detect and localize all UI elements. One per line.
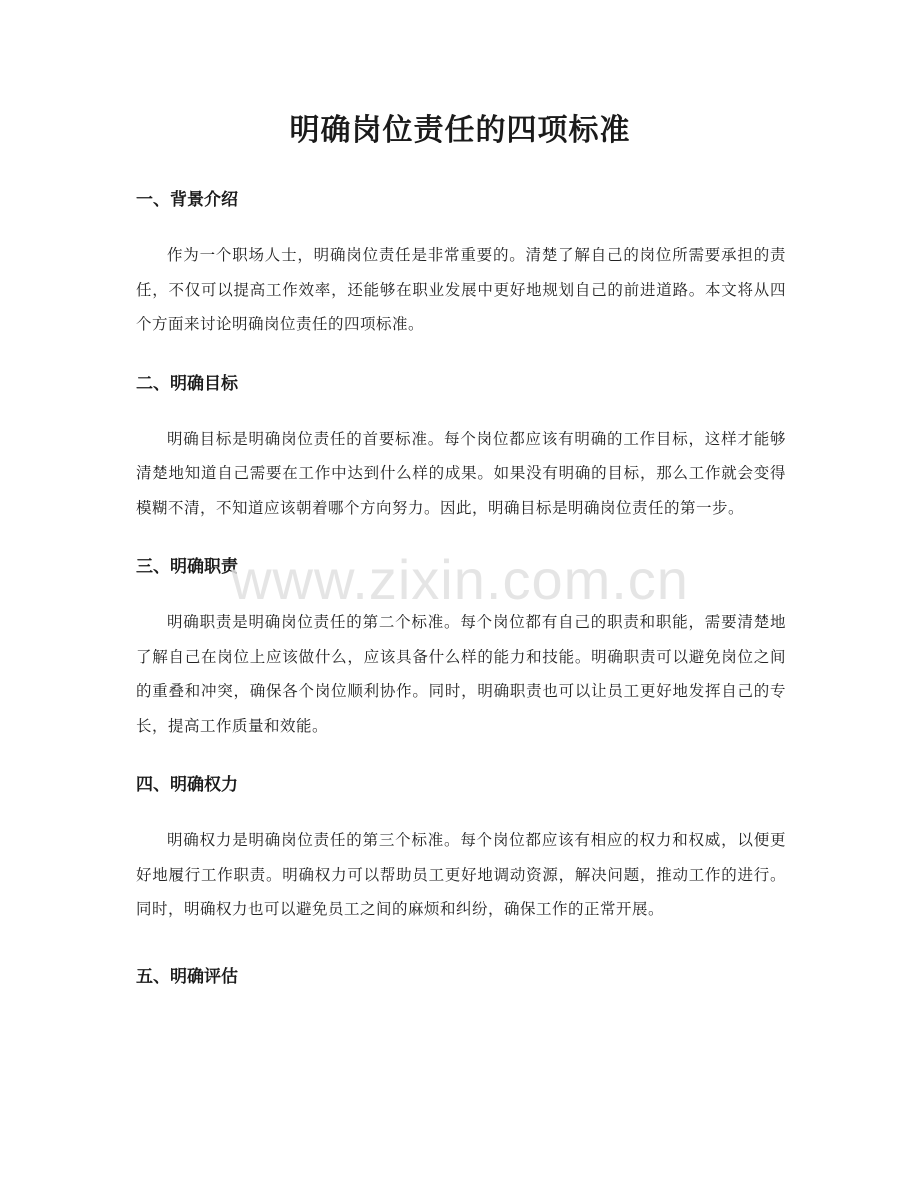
section-authority <box>136 767 786 927</box>
section-paragraph: 明确目标是明确岗位责任的首要标准。每个岗位都应该有明确的工作目标，这样才能够清楚地知道自己需要在工作中达到什么样的成果。如果没有明确的目标，那么工作就会变得模糊不清，不知道应该朝着哪个方向努力。因此，明确目标是明确岗位责任的第一步。 <box>136 429 786 517</box>
document-title: 明确岗位责任的四项标准 <box>289 113 631 148</box>
section-paragraph: 明确职责是明确岗位责任的第二个标准。每个岗位都有自己的职责和职能，需要清楚地了解自己在岗位上应该做什么，应该具备什么样的能力和技能。明确职责可以避免岗位之间的重叠和冲突，确保各个岗位顺利协作。同时，明确职责也可以让员工更好地发挥自己的专长，提高工作质量和效能。 <box>136 613 786 735</box>
section-heading: 四、明确权力 <box>136 775 238 795</box>
section-evaluation <box>136 959 786 995</box>
section-duties <box>136 549 786 743</box>
section-heading: 一、背景介绍 <box>136 190 238 210</box>
section-heading: 五、明确评估 <box>136 966 238 987</box>
document-body <box>136 182 786 995</box>
section-heading: 三、明确职责 <box>136 557 238 577</box>
watermark: www.zixin.com.cn <box>231 548 689 611</box>
section-paragraph: 明确权力是明确岗位责任的第三个标准。每个岗位都应该有相应的权力和权威，以便更好地履行工作职责。明确权力可以帮助员工更好地调动资源，解决问题，推动工作的进行。同时，明确权力也可以避免员工之间的麻烦和纠纷，确保工作的正常开展。 <box>136 831 786 918</box>
section-background <box>136 182 786 342</box>
section-goals <box>136 366 786 526</box>
section-paragraph: 作为一个职场人士，明确岗位责任是非常重要的。清楚了解自己的岗位所需要承担的责任，不仅可以提高工作效率，还能够在职业发展中更好地规划自己的前进道路。本文将从四个方面来讨论明确岗位责任的四项标准。 <box>136 246 786 333</box>
section-heading: 二、明确目标 <box>136 373 238 394</box>
